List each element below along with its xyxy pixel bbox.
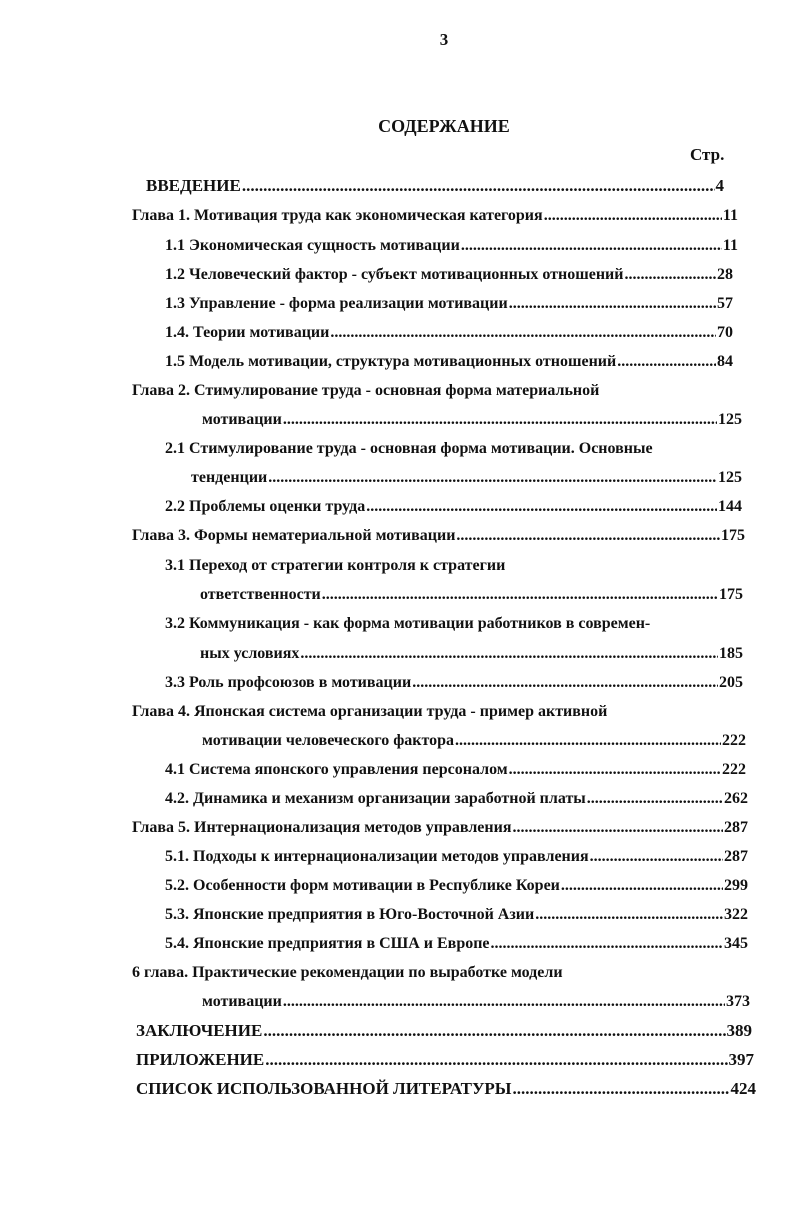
toc-entry-3-2: ных условиях ..... 185	[200, 644, 743, 664]
toc-entry-1-1: 1.1 Экономическая сущность мотивации ..... 11	[165, 236, 738, 256]
toc-entry-1-2: 1.2 Человеческий фактор - субъект мотивационных отношений ..... 28	[165, 265, 733, 285]
toc-entry-chapter-2-title: Глава 2. Стимулирование труда - основная форма материальной	[132, 382, 600, 399]
toc-entry-chapter-6-title: 6 глава. Практические рекомендации по выработке модели	[132, 964, 563, 981]
toc-entry-chapter-2: мотивации ..... 125	[202, 410, 742, 430]
toc-entry-conclusion: ЗАКЛЮЧЕНИЕ ..... 389	[136, 1021, 752, 1041]
toc-entry-2-1-title: 2.1 Стимулирование труда - основная форма мотивации. Основные	[165, 440, 653, 457]
toc-entry-chapter-5: Глава 5. Интернационализация методов управления ..... 287	[132, 818, 748, 838]
toc-entry-chapter-4: мотивации человеческого фактора ..... 222	[202, 731, 746, 751]
toc-entry-4-2: 4.2. Динамика и механизм организации заработной платы ..... 262	[165, 789, 748, 809]
toc-entry-5-4: 5.4. Японские предприятия в США и Европе ..... 345	[165, 934, 748, 954]
toc-entry-appendix: ПРИЛОЖЕНИЕ ..... 397	[136, 1050, 754, 1070]
toc-entry-3-1: ответственности ..... 175	[200, 585, 743, 605]
page-column-label: Стр.	[690, 145, 725, 164]
toc-entry-3-3: 3.3 Роль профсоюзов в мотивации ..... 205	[165, 673, 743, 693]
toc-entry-references: СПИСОК ИСПОЛЬЗОВАННОЙ ЛИТЕРАТУРЫ ..... 424	[136, 1079, 756, 1099]
toc-entry-5-2: 5.2. Особенности форм мотивации в Республике Кореи ..... 299	[165, 876, 748, 896]
toc-entry-1-5: 1.5 Модель мотивации, структура мотивационных отношений ..... 84	[165, 352, 733, 372]
toc-entry-chapter-6: мотивации ..... 373	[202, 992, 750, 1012]
toc-entry-1-4: 1.4. Теории мотивации ..... 70	[165, 323, 733, 343]
toc-entry-chapter-1: Глава 1. Мотивация труда как экономическая категория ..... 11	[132, 206, 738, 226]
toc-entry-5-1: 5.1. Подходы к интернационализации методов управления ..... 287	[165, 847, 748, 867]
page-number: 3	[439, 30, 449, 49]
toc-entry-3-1-title: 3.1 Переход от стратегии контроля к стратегии	[165, 557, 506, 574]
toc-entry-chapter-3: Глава 3. Формы нематериальной мотивации ..... 175	[132, 526, 745, 546]
toc-entry-introduction: ВВЕДЕНИЕ ..... 4	[146, 176, 724, 196]
toc-entry-2-1: тенденции ..... 125	[191, 468, 742, 488]
toc-entry-5-3: 5.3. Японские предприятия в Юго-Восточной Азии ..... 322	[165, 905, 748, 925]
toc-title: СОДЕРЖАНИЕ	[378, 116, 510, 136]
toc-entry-3-2-title: 3.2 Коммуникация - как форма мотивации работников в современ-	[165, 615, 651, 632]
toc-entry-2-2: 2.2 Проблемы оценки труда ..... 144	[165, 497, 742, 517]
toc-entry-1-3: 1.3 Управление - форма реализации мотивации ..... 57	[165, 294, 733, 314]
toc-entry-chapter-4-title: Глава 4. Японская система организации труда - пример активной	[132, 703, 608, 720]
toc-entry-4-1: 4.1 Система японского управления персоналом ..... 222	[165, 760, 746, 780]
